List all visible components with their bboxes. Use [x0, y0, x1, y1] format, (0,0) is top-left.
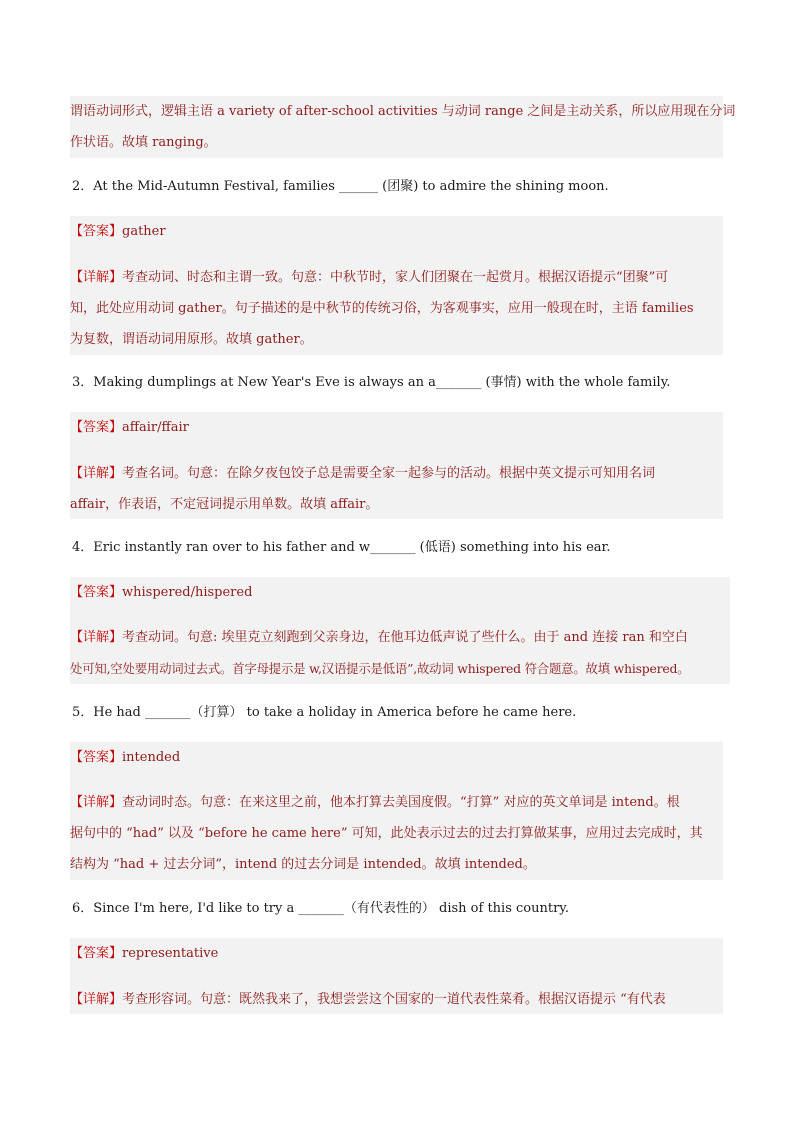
answer-value: affair/ffair	[122, 420, 189, 435]
answer-value: gather	[122, 224, 166, 239]
detail-line: 考查名词。句意：在除夕夜包饺子总是需要全家一起参与的活动。根据中英文提示可知用名词	[122, 466, 656, 481]
answer-6	[70, 938, 730, 969]
detail-5	[70, 787, 730, 880]
answer-value: representative	[122, 946, 219, 961]
question-6: 6．Since I'm here, I'd like to try a _______（有代表性的） dish of this country.	[72, 901, 570, 916]
detail-4	[70, 622, 730, 684]
detail-tag: 【详解】	[70, 466, 123, 481]
detail-line: 处可知,空处要用动词过去式。首字母提示是 w,汉语提示是低语”,故动词 whispered 符合题意。故填 whispered。	[70, 661, 690, 676]
detail-tag: 【详解】	[70, 270, 123, 285]
detail-line: 考查动词、时态和主谓一致。句意：中秋节时，家人们团聚在一起赏月。根据汉语提示“团聚”可	[122, 270, 669, 285]
detail-line: 考查形容词。句意：既然我来了，我想尝尝这个国家的一道代表性菜肴。根据汉语提示 “有代表	[122, 992, 666, 1007]
answer-tag: 【答案】	[70, 420, 123, 435]
answer-tag: 【答案】	[70, 750, 123, 765]
detail-tag: 【详解】	[70, 630, 123, 645]
explanation-line: 作状语。故填 ranging。	[70, 135, 217, 150]
answer-value: intended	[122, 750, 181, 765]
answer-tag: 【答案】	[70, 946, 123, 961]
detail-line: 考查动词。句意: 埃里克立刻跑到父亲身边，在他耳边低声说了些什么。由于 and 连接 ran 和空白	[122, 630, 688, 645]
top-explanation	[70, 96, 736, 158]
detail-line: 知，此处应用动词 gather。句子描述的是中秋节的传统习俗，为客观事实，应用一般现在时，主语 families	[70, 301, 694, 316]
question-4: 4．Eric instantly ran over to his father and w_______ (低语) something into his ear.	[72, 540, 611, 555]
detail-line: 查动词时态。句意：在来这里之前，他本打算去美国度假。“打算” 对应的英文单词是 intend。根	[122, 795, 680, 810]
question-5: 5．He had _______（打算） to take a holiday in America before he came here.	[72, 705, 577, 720]
detail-line: 为复数，谓语动词用原形。故填 gather。	[70, 332, 313, 347]
answer-4	[70, 577, 730, 608]
detail-tag: 【详解】	[70, 992, 123, 1007]
answer-5	[70, 742, 730, 773]
detail-line: 结构为 “had + 过去分词”，intend 的过去分词是 intended。故填 intended。	[70, 857, 536, 872]
detail-line: affair，作表语，不定冠词提示用单数。故填 affair。	[70, 497, 379, 512]
explanation-line: 谓语动词形式，逻辑主语 a variety of after-school activities 与动词 range 之间是主动关系，所以应用现在分词	[70, 104, 736, 119]
answer-tag: 【答案】	[70, 224, 123, 239]
question-2: 2．At the Mid-Autumn Festival, families ______ (团聚) to admire the shining moon.	[72, 179, 609, 194]
detail-2	[70, 262, 730, 355]
question-3: 3．Making dumplings at New Year's Eve is always an a_______ (事情) with the whole family.	[72, 375, 671, 390]
answer-2	[70, 216, 730, 247]
detail-line: 据句中的 “had” 以及 “before he came here” 可知，此处表示过去的过去打算做某事，应用过去完成时，其	[70, 826, 703, 841]
detail-6	[70, 984, 730, 1015]
answer-tag: 【答案】	[70, 585, 123, 600]
answer-value: whispered/hispered	[122, 585, 253, 600]
detail-tag: 【详解】	[70, 795, 123, 810]
answer-3	[70, 412, 730, 443]
detail-3	[70, 458, 730, 520]
